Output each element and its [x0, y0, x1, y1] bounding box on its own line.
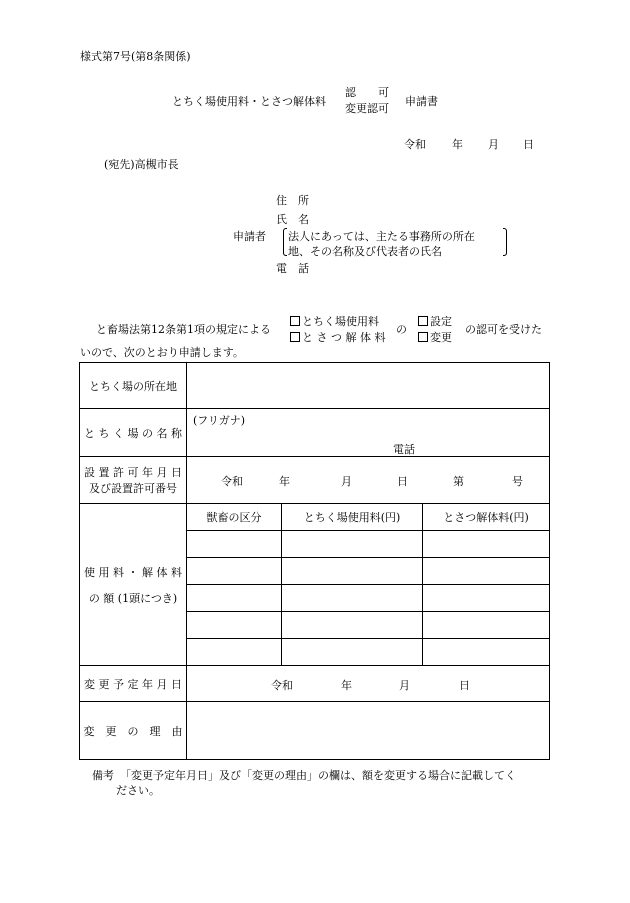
- fee-header-category: 獣畜の区分: [187, 504, 282, 531]
- note-line1: 「変更予定年月日」及び「変更の理由」の欄は、額を変更する場合に記載してく: [120, 769, 516, 782]
- title-right: 申請書: [405, 95, 438, 108]
- permit-field[interactable]: [187, 457, 550, 504]
- checkbox-change[interactable]: [418, 332, 428, 342]
- permit-number-prefix: 第: [453, 475, 464, 488]
- checkbox-slaughter-fee[interactable]: [290, 332, 300, 342]
- option-change[interactable]: [418, 329, 452, 345]
- change-date-label: 変 更 予 定 年 月 日: [80, 666, 187, 702]
- option-setting[interactable]: [418, 313, 452, 329]
- change-date-field[interactable]: [187, 666, 550, 702]
- permit-number-suffix: 号: [512, 475, 523, 488]
- fee-cell[interactable]: [282, 531, 423, 558]
- fee-cell[interactable]: [282, 639, 423, 666]
- change-day: 日: [459, 679, 470, 692]
- option-slaughter-fee[interactable]: [290, 329, 385, 345]
- form-number: 様式第7号(第8条関係): [80, 50, 191, 63]
- corporate-note-line2: 地、その名称及び代表者の氏名: [288, 245, 442, 258]
- change-year: 年: [341, 679, 352, 692]
- permit-label-line1: 設 置 許 可 年 月 日: [84, 466, 182, 479]
- date-era: 令和: [404, 138, 426, 151]
- option-setting-label: 設定: [430, 315, 452, 328]
- application-table: [79, 362, 550, 760]
- fee-cell[interactable]: [423, 531, 550, 558]
- fee-cell[interactable]: [282, 558, 423, 585]
- fee-cell[interactable]: [423, 585, 550, 612]
- permit-era: 令和: [221, 475, 243, 488]
- fee-label-line2: の 額 (1頭につき): [88, 591, 178, 605]
- fee-cell[interactable]: [423, 612, 550, 639]
- title-left: とちく場使用料・とさつ解体料: [172, 95, 326, 108]
- statement-no: の: [396, 323, 407, 336]
- note-line2: ださい。: [116, 784, 160, 797]
- facility-name-label: と ち く 場 の 名 称: [80, 409, 187, 457]
- permit-year: 年: [279, 475, 290, 488]
- date-month: 月: [488, 138, 499, 151]
- option-change-label: 変更: [430, 331, 452, 344]
- date-day: 日: [523, 138, 534, 151]
- title-option-permit: 認 可: [345, 86, 389, 99]
- permit-label: [80, 457, 187, 504]
- applicant-name-label: 氏 名: [276, 213, 309, 226]
- facility-phone-label: 電話: [393, 443, 415, 456]
- applicant-phone-label: 電 話: [276, 262, 309, 275]
- statement-suffix: の認可を受けた: [465, 323, 542, 336]
- permit-label-line2: 及び設置許可番号: [89, 482, 177, 495]
- location-label: とちく場の所在地: [80, 363, 187, 409]
- statement-line2: いので、次のとおり申請します。: [80, 346, 244, 359]
- furigana-label: (フリガナ): [193, 414, 246, 427]
- change-month: 月: [399, 679, 410, 692]
- fee-cell[interactable]: [187, 612, 282, 639]
- fee-cell[interactable]: [187, 585, 282, 612]
- reason-label: 変 更 の 理 由: [80, 702, 187, 760]
- applicant-address-label: 住 所: [276, 194, 309, 207]
- fee-label: [80, 504, 187, 666]
- fee-header-usage: とちく場使用料(円): [282, 504, 423, 531]
- change-era: 令和: [271, 679, 293, 692]
- option-slaughter-fee-label: と さ つ 解 体 料: [302, 331, 386, 344]
- bracket-left: [283, 228, 287, 256]
- corporate-note-line1: 法人にあっては、主たる事務所の所在: [288, 230, 475, 243]
- location-field[interactable]: [187, 363, 550, 409]
- fee-cell[interactable]: [282, 612, 423, 639]
- addressee: (宛先)高槻市長: [104, 158, 179, 171]
- fee-cell[interactable]: [187, 639, 282, 666]
- permit-month: 月: [341, 475, 352, 488]
- fee-label-line1: 使 用 料 ・ 解 体 料: [84, 565, 182, 579]
- checkbox-setting[interactable]: [418, 316, 428, 326]
- option-usage-fee-label: とちく場使用料: [302, 315, 379, 328]
- statement-prefix: と畜場法第12条第1項の規定による: [96, 323, 271, 336]
- bracket-right: [503, 228, 507, 256]
- facility-name-field[interactable]: [187, 409, 550, 457]
- fee-header-slaughter: とさつ解体料(円): [423, 504, 550, 531]
- permit-day: 日: [397, 475, 408, 488]
- fee-cell[interactable]: [187, 531, 282, 558]
- fee-cell[interactable]: [187, 558, 282, 585]
- fee-cell[interactable]: [423, 639, 550, 666]
- checkbox-usage-fee[interactable]: [290, 316, 300, 326]
- applicant-label: 申請者: [233, 230, 266, 243]
- fee-cell[interactable]: [423, 558, 550, 585]
- option-usage-fee[interactable]: [290, 313, 379, 329]
- reason-field[interactable]: [187, 702, 550, 760]
- note-label: 備考: [92, 769, 114, 782]
- date-year: 年: [452, 138, 463, 151]
- title-option-change-permit: 変更認可: [345, 102, 389, 115]
- fee-cell[interactable]: [282, 585, 423, 612]
